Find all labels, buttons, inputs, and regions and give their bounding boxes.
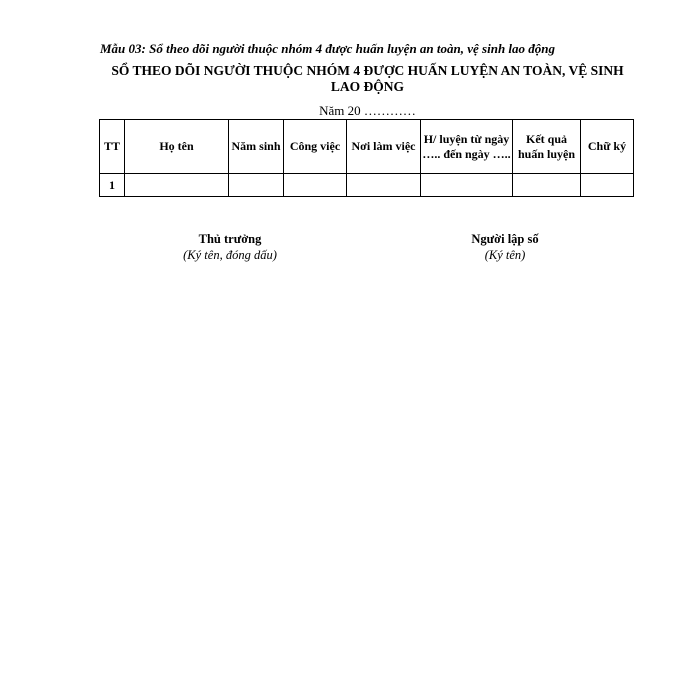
signature-note-head: (Ký tên, đóng dấu) [183, 248, 277, 262]
year-line: Năm 20 ………… [319, 103, 416, 118]
header-signature: Chữ ký [581, 120, 634, 174]
document-title: SỔ THEO DÕI NGƯỜI THUỘC NHÓM 4 ĐƯỢC HUẤN LUYỆN AN TOÀN, VỆ SINH LAO ĐỘNG [111, 63, 624, 94]
cell-full-name [125, 174, 229, 197]
signature-note-preparer: (Ký tên) [484, 248, 526, 262]
form-code-caption: Mẫu 03: Sổ theo dõi người thuộc nhóm 4 được huấn luyện an toàn, vệ sinh lao động [100, 41, 556, 56]
table-row [100, 174, 634, 197]
header-birth-year: Năm sinh [229, 120, 284, 174]
header-training-result: Kết quả huấn luyện [513, 120, 581, 174]
table-header-row [100, 120, 634, 174]
signature-block-preparer [430, 231, 580, 263]
cell-workplace [347, 174, 421, 197]
header-full-name: Họ tên [125, 120, 229, 174]
header-job: Công việc [284, 120, 347, 174]
signature-role-head: Thủ trưởng [198, 232, 262, 246]
cell-job [284, 174, 347, 197]
cell-training-period [421, 174, 513, 197]
header-training-period: H/ luyện từ ngày ….. đến ngày ….. [421, 120, 513, 174]
cell-birth-year [229, 174, 284, 197]
cell-signature [581, 174, 634, 197]
signature-block-head [150, 231, 310, 263]
cell-training-result [513, 174, 581, 197]
header-workplace: Nơi làm việc [347, 120, 421, 174]
training-register-table [99, 119, 634, 197]
header-tt: TT [100, 120, 125, 174]
signature-role-preparer: Người lập số [471, 232, 539, 246]
cell-tt: 1 [100, 174, 125, 197]
